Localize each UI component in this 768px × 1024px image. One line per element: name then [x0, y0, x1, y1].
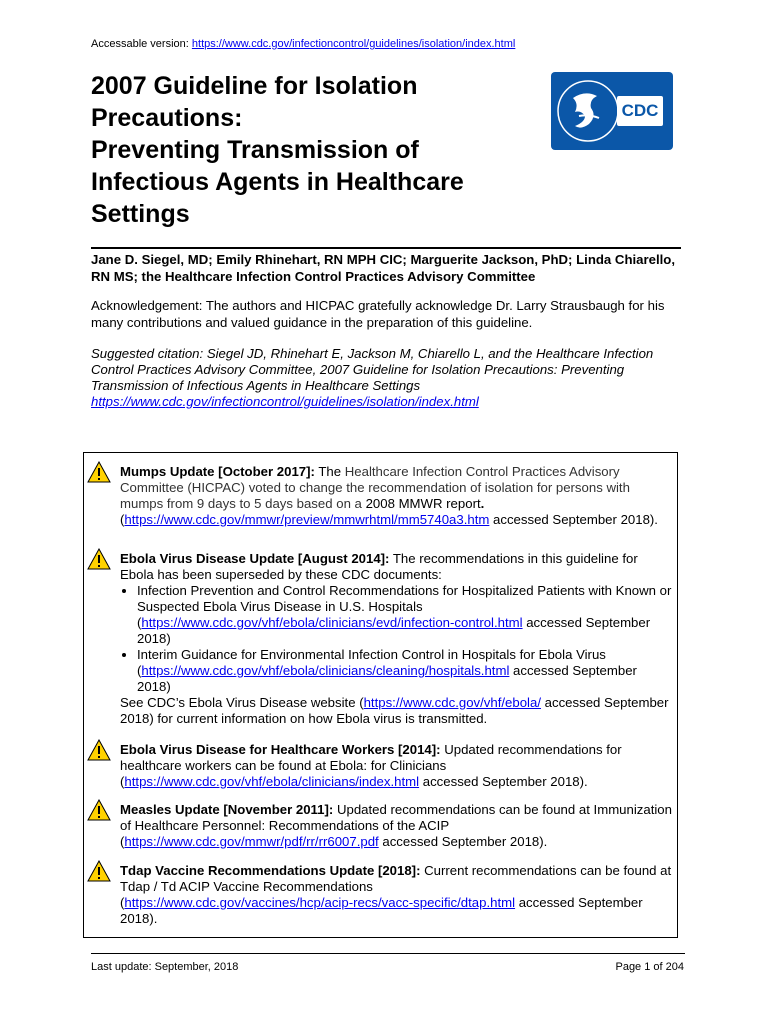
bullet-1-link[interactable]: https://www.cdc.gov/vhf/ebola/clinicians/evd/infection-control.html	[141, 615, 523, 630]
ebola-2014-list	[120, 583, 672, 695]
updates-box	[83, 452, 678, 938]
ebola-2014-body: The recommendations in this guideline for Ebola has been superseded by these CDC documents:	[120, 551, 638, 582]
bullet-2-text: Interim Guidance for Environmental Infection Control in Hospitals for Ebola Virus	[137, 647, 606, 662]
bullet-2-tail: accessed September 2018)	[137, 663, 637, 694]
measles-body: Updated recommendations can be found at Immunization of Healthcare Personnel: Recommendations of the ACIP	[120, 802, 672, 833]
page-number: Page 1 of 204	[615, 961, 684, 973]
accessible-version-line	[91, 38, 515, 50]
last-update: Last update: September, 2018	[91, 961, 239, 973]
suggested-citation	[91, 346, 691, 410]
hhs-seal-icon	[555, 76, 621, 146]
acknowledgement: Acknowledgement: The authors and HICPAC gratefully acknowledge Dr. Larry Strausbaugh for his many contributions and valued guidance in the preparation of this guideline.	[91, 298, 665, 330]
cdc-wordmark: CDC	[617, 96, 663, 126]
warning-icon	[87, 860, 111, 882]
title-line-1: 2007 Guideline for Isolation	[91, 72, 418, 100]
tdap-link[interactable]: https://www.cdc.gov/vaccines/hcp/acip-recs/vacc-specific/dtap.html	[124, 895, 516, 910]
mumps-body: Healthcare Infection Control Practices Advisory Committee (HICPAC) voted to change the recommendation of isolation for persons with mumps from 9 days to 5 days based on a	[120, 464, 630, 511]
see-tail: accessed September 2018) for current information on how Ebola virus is transmitted.	[120, 695, 669, 726]
ebola-2014-heading: Ebola Virus Disease Update [August 2014]:	[120, 551, 390, 566]
tdap-body: Current recommendations can be found at Tdap / Td ACIP Vaccine Recommendations	[120, 863, 672, 894]
bullet-2-open: (	[137, 663, 142, 678]
ebola-hcw-link[interactable]: https://www.cdc.gov/vhf/ebola/clinicians/index.html	[124, 774, 420, 789]
bullet-2-link[interactable]: https://www.cdc.gov/vhf/ebola/clinicians/cleaning/hospitals.html	[141, 663, 510, 678]
measles-open: (	[120, 834, 125, 849]
ebola-website-link[interactable]: https://www.cdc.gov/vhf/ebola/	[363, 695, 541, 710]
tdap-update	[120, 863, 672, 927]
cdc-logo	[551, 72, 673, 150]
ebola-hcw-update	[120, 742, 672, 790]
citation-text: Suggested citation: Siegel JD, Rhinehart E, Jackson M, Chiarello L, and the Healthcare Infection Control Practices Advisory Committee, 2007 Guideline for Isolation Precautions: Preventing Transmission of Infectious Agents in Healthcare Settings	[91, 346, 654, 393]
accessible-version-label: Accessable version:	[91, 38, 189, 50]
bullet-1-tail: accessed September 2018)	[137, 615, 651, 646]
mumps-report: 2008 MMWR report	[365, 496, 481, 511]
mumps-update	[120, 464, 672, 528]
ebola-hcw-tail: accessed September 2018).	[419, 774, 588, 789]
tdap-heading: Tdap Vaccine Recommendations Update [2018]:	[120, 863, 421, 878]
mumps-heading: Mumps Update [October 2017]:	[120, 464, 315, 479]
warning-icon	[87, 799, 111, 821]
list-item	[137, 647, 672, 695]
footer-divider	[91, 953, 685, 954]
measles-heading: Measles Update [November 2011]:	[120, 802, 334, 817]
measles-link[interactable]: https://www.cdc.gov/mmwr/pdf/rr/rr6007.pdf	[124, 834, 379, 849]
warning-icon	[87, 461, 111, 483]
title-line-5: Settings	[91, 200, 190, 228]
ebola-2014-update	[120, 551, 672, 727]
authors: Jane D. Siegel, MD; Emily Rhinehart, RN MPH CIC; Marguerite Jackson, PhD; Linda Chiarello, RN MS; the Healthcare Infection Control Practices Advisory Committee	[91, 252, 676, 284]
tdap-open: (	[120, 895, 125, 910]
ebola-hcw-body: Updated recommendations for healthcare workers can be found at Ebola: for Clinicians	[120, 742, 622, 773]
measles-tail: accessed September 2018).	[378, 834, 548, 849]
citation-link[interactable]: https://www.cdc.gov/infectioncontrol/guidelines/isolation/index.html	[91, 394, 479, 409]
list-item	[137, 583, 672, 647]
title-line-2: Precautions:	[91, 104, 243, 132]
mumps-period: .	[480, 496, 485, 511]
see-text: See CDC’s Ebola Virus Disease website (	[120, 695, 364, 710]
title-line-4: Infectious Agents in Healthcare	[91, 168, 464, 196]
ebola-hcw-open: (	[120, 774, 125, 789]
document-title	[91, 70, 531, 230]
title-divider	[91, 247, 681, 249]
mumps-link[interactable]: https://www.cdc.gov/mmwr/preview/mmwrhtml/mm5740a3.htm	[124, 512, 490, 527]
ebola-hcw-heading: Ebola Virus Disease for Healthcare Workers [2014]:	[120, 742, 441, 757]
title-line-3: Preventing Transmission of	[91, 136, 419, 164]
mumps-tail: accessed September 2018).	[489, 512, 658, 527]
bullet-1-text: Infection Prevention and Control Recommendations for Hospitalized Patients with Known or Suspected Ebola Virus Disease in U.S. Hospitals	[137, 583, 672, 614]
bullet-1-open: (	[137, 615, 142, 630]
accessible-version-link[interactable]: https://www.cdc.gov/infectioncontrol/guidelines/isolation/index.html	[191, 38, 516, 50]
warning-icon	[87, 548, 111, 570]
tdap-tail: accessed September 2018).	[120, 895, 643, 926]
mumps-open: (	[120, 512, 125, 527]
measles-update	[120, 802, 672, 850]
warning-icon	[87, 739, 111, 761]
mumps-lead: The	[314, 464, 345, 479]
